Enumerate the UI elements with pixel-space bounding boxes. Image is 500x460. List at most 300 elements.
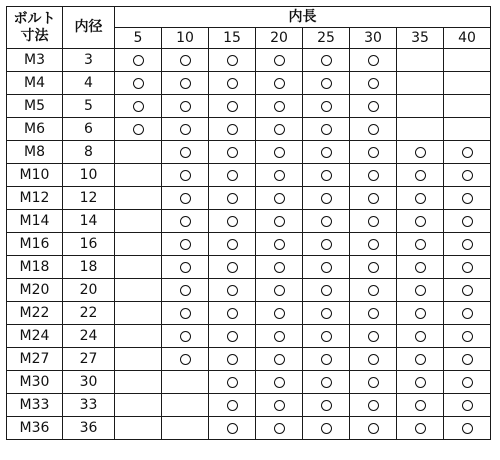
available-mark — [227, 147, 238, 158]
availability-cell — [115, 302, 162, 325]
availability-cell — [397, 256, 444, 279]
length-header-25: 25 — [303, 28, 350, 49]
bolt-size-cell: M24 — [7, 325, 63, 348]
availability-cell — [444, 49, 491, 72]
availability-cell — [209, 49, 256, 72]
available-mark — [180, 147, 191, 158]
availability-cell — [444, 371, 491, 394]
available-mark — [321, 101, 332, 112]
inner-diameter-cell: 36 — [63, 417, 115, 440]
available-mark — [274, 308, 285, 319]
bolt-size-cell: M4 — [7, 72, 63, 95]
availability-cell — [397, 394, 444, 417]
inner-diameter-cell: 33 — [63, 394, 115, 417]
availability-cell — [303, 371, 350, 394]
inner-diameter-cell: 30 — [63, 371, 115, 394]
availability-cell — [444, 256, 491, 279]
availability-cell — [115, 164, 162, 187]
available-mark — [274, 377, 285, 388]
available-mark — [227, 78, 238, 89]
availability-cell — [444, 141, 491, 164]
availability-cell — [209, 118, 256, 141]
available-mark — [274, 193, 285, 204]
available-mark — [462, 354, 473, 365]
availability-cell — [256, 302, 303, 325]
available-mark — [415, 354, 426, 365]
availability-cell — [303, 256, 350, 279]
availability-cell — [397, 371, 444, 394]
availability-cell — [115, 371, 162, 394]
availability-cell — [115, 256, 162, 279]
availability-cell — [209, 210, 256, 233]
inner-diameter-cell: 27 — [63, 348, 115, 371]
availability-cell — [162, 256, 209, 279]
table-row — [7, 417, 491, 440]
inner-diameter-cell: 8 — [63, 141, 115, 164]
length-header-40: 40 — [444, 28, 491, 49]
availability-cell — [350, 394, 397, 417]
bolt-size-cell: M5 — [7, 95, 63, 118]
availability-cell — [256, 348, 303, 371]
availability-cell — [350, 164, 397, 187]
availability-cell — [303, 302, 350, 325]
availability-cell — [444, 95, 491, 118]
availability-cell — [256, 187, 303, 210]
availability-cell — [115, 394, 162, 417]
availability-cell — [162, 187, 209, 210]
available-mark — [462, 400, 473, 411]
availability-cell — [209, 233, 256, 256]
available-mark — [462, 147, 473, 158]
available-mark — [227, 308, 238, 319]
available-mark — [321, 78, 332, 89]
availability-cell — [350, 49, 397, 72]
availability-cell — [350, 141, 397, 164]
bolt-size-cell: M30 — [7, 371, 63, 394]
available-mark — [274, 147, 285, 158]
availability-cell — [162, 233, 209, 256]
availability-cell — [115, 118, 162, 141]
bolt-size-cell: M20 — [7, 279, 63, 302]
availability-cell — [256, 233, 303, 256]
availability-cell — [397, 49, 444, 72]
available-mark — [274, 423, 285, 434]
availability-cell — [162, 49, 209, 72]
table-row — [7, 348, 491, 371]
available-mark — [368, 308, 379, 319]
availability-cell — [256, 95, 303, 118]
available-mark — [368, 354, 379, 365]
availability-cell — [303, 210, 350, 233]
available-mark — [415, 170, 426, 181]
availability-cell — [444, 187, 491, 210]
availability-cell — [162, 279, 209, 302]
length-header-5: 5 — [115, 28, 162, 49]
availability-cell — [209, 187, 256, 210]
availability-cell — [256, 394, 303, 417]
available-mark — [462, 285, 473, 296]
available-mark — [133, 78, 144, 89]
available-mark — [462, 377, 473, 388]
available-mark — [321, 239, 332, 250]
available-mark — [227, 124, 238, 135]
bolt-size-header-label: ボルト寸法 — [13, 10, 56, 44]
inner-diameter-cell: 24 — [63, 325, 115, 348]
available-mark — [462, 239, 473, 250]
available-mark — [462, 331, 473, 342]
availability-cell — [350, 210, 397, 233]
availability-cell — [256, 417, 303, 440]
available-mark — [274, 285, 285, 296]
table-row — [7, 210, 491, 233]
availability-cell — [350, 118, 397, 141]
inner-diameter-cell: 22 — [63, 302, 115, 325]
availability-cell — [397, 164, 444, 187]
available-mark — [180, 124, 191, 135]
available-mark — [274, 331, 285, 342]
bolt-size-cell: M14 — [7, 210, 63, 233]
available-mark — [321, 193, 332, 204]
availability-cell — [350, 233, 397, 256]
available-mark — [227, 193, 238, 204]
available-mark — [368, 170, 379, 181]
bolt-size-cell: M10 — [7, 164, 63, 187]
inner-diameter-cell: 18 — [63, 256, 115, 279]
length-header-10: 10 — [162, 28, 209, 49]
availability-cell — [444, 417, 491, 440]
availability-cell — [350, 187, 397, 210]
availability-cell — [209, 279, 256, 302]
table-row — [7, 141, 491, 164]
availability-cell — [162, 394, 209, 417]
available-mark — [274, 170, 285, 181]
table-row — [7, 279, 491, 302]
availability-cell — [256, 279, 303, 302]
availability-cell — [397, 233, 444, 256]
availability-cell — [397, 187, 444, 210]
available-mark — [321, 170, 332, 181]
available-mark — [274, 354, 285, 365]
availability-cell — [115, 141, 162, 164]
available-mark — [321, 124, 332, 135]
available-mark — [274, 262, 285, 273]
availability-cell — [444, 302, 491, 325]
availability-cell — [303, 233, 350, 256]
inner-diameter-cell: 10 — [63, 164, 115, 187]
bolt-size-cell: M12 — [7, 187, 63, 210]
availability-cell — [209, 72, 256, 95]
available-mark — [180, 55, 191, 66]
availability-cell — [162, 325, 209, 348]
availability-cell — [303, 325, 350, 348]
availability-cell — [256, 256, 303, 279]
availability-cell — [256, 371, 303, 394]
availability-cell — [115, 187, 162, 210]
available-mark — [368, 239, 379, 250]
availability-cell — [256, 210, 303, 233]
available-mark — [321, 308, 332, 319]
table-row — [7, 302, 491, 325]
availability-cell — [444, 210, 491, 233]
availability-cell — [209, 371, 256, 394]
availability-cell — [256, 141, 303, 164]
available-mark — [368, 78, 379, 89]
table-row — [7, 187, 491, 210]
availability-cell — [209, 302, 256, 325]
availability-cell — [256, 72, 303, 95]
available-mark — [415, 423, 426, 434]
inner-diameter-cell: 6 — [63, 118, 115, 141]
available-mark — [227, 400, 238, 411]
available-mark — [462, 262, 473, 273]
available-mark — [133, 124, 144, 135]
availability-cell — [209, 348, 256, 371]
availability-cell — [303, 348, 350, 371]
available-mark — [368, 377, 379, 388]
availability-cell — [350, 302, 397, 325]
availability-cell — [115, 95, 162, 118]
availability-cell — [350, 95, 397, 118]
available-mark — [368, 216, 379, 227]
bolt-size-cell: M16 — [7, 233, 63, 256]
availability-cell — [209, 417, 256, 440]
availability-cell — [115, 49, 162, 72]
table-row — [7, 164, 491, 187]
availability-cell — [350, 417, 397, 440]
available-mark — [274, 101, 285, 112]
available-mark — [180, 239, 191, 250]
availability-cell — [209, 325, 256, 348]
available-mark — [180, 308, 191, 319]
availability-cell — [115, 233, 162, 256]
availability-cell — [115, 325, 162, 348]
availability-cell — [397, 417, 444, 440]
available-mark — [274, 124, 285, 135]
availability-cell — [162, 95, 209, 118]
availability-cell — [162, 164, 209, 187]
available-mark — [321, 400, 332, 411]
availability-cell — [162, 417, 209, 440]
bolt-size-cell: M3 — [7, 49, 63, 72]
available-mark — [180, 262, 191, 273]
available-mark — [227, 331, 238, 342]
availability-cell — [397, 95, 444, 118]
header-row-top — [7, 7, 491, 28]
availability-cell — [162, 72, 209, 95]
available-mark — [368, 262, 379, 273]
available-mark — [462, 423, 473, 434]
available-mark — [180, 216, 191, 227]
table-body — [7, 49, 491, 440]
availability-cell — [115, 279, 162, 302]
availability-cell — [256, 164, 303, 187]
table-row — [7, 371, 491, 394]
availability-cell — [209, 95, 256, 118]
availability-cell — [115, 210, 162, 233]
availability-cell — [209, 394, 256, 417]
availability-cell — [303, 279, 350, 302]
table-row — [7, 49, 491, 72]
availability-cell — [303, 417, 350, 440]
inner-diameter-cell: 20 — [63, 279, 115, 302]
availability-cell — [162, 302, 209, 325]
bolt-size-cell: M18 — [7, 256, 63, 279]
available-mark — [274, 239, 285, 250]
available-mark — [227, 377, 238, 388]
available-mark — [274, 400, 285, 411]
availability-cell — [444, 325, 491, 348]
available-mark — [462, 216, 473, 227]
available-mark — [415, 308, 426, 319]
available-mark — [415, 147, 426, 158]
available-mark — [368, 331, 379, 342]
available-mark — [415, 377, 426, 388]
availability-cell — [209, 141, 256, 164]
available-mark — [368, 193, 379, 204]
available-mark — [368, 55, 379, 66]
available-mark — [321, 262, 332, 273]
bolt-size-cell: M6 — [7, 118, 63, 141]
inner-diameter-header: 内径 — [63, 7, 115, 49]
bolt-size-cell: M36 — [7, 417, 63, 440]
availability-cell — [303, 394, 350, 417]
bolt-size-cell: M33 — [7, 394, 63, 417]
availability-cell — [444, 118, 491, 141]
available-mark — [133, 55, 144, 66]
availability-cell — [350, 348, 397, 371]
availability-cell — [444, 279, 491, 302]
availability-cell — [444, 72, 491, 95]
available-mark — [227, 285, 238, 296]
inner-diameter-cell: 4 — [63, 72, 115, 95]
available-mark — [180, 354, 191, 365]
availability-cell — [444, 394, 491, 417]
table-row — [7, 394, 491, 417]
available-mark — [368, 423, 379, 434]
available-mark — [227, 170, 238, 181]
available-mark — [415, 285, 426, 296]
bolt-size-header — [7, 7, 63, 49]
available-mark — [227, 239, 238, 250]
table-row — [7, 72, 491, 95]
inner-diameter-cell: 12 — [63, 187, 115, 210]
availability-cell — [397, 302, 444, 325]
available-mark — [462, 193, 473, 204]
available-mark — [180, 193, 191, 204]
availability-cell — [209, 164, 256, 187]
available-mark — [321, 285, 332, 296]
available-mark — [368, 285, 379, 296]
availability-cell — [397, 348, 444, 371]
availability-cell — [397, 325, 444, 348]
bolt-size-cell: M27 — [7, 348, 63, 371]
inner-diameter-cell: 5 — [63, 95, 115, 118]
available-mark — [415, 262, 426, 273]
availability-cell — [350, 325, 397, 348]
availability-cell — [444, 348, 491, 371]
available-mark — [227, 423, 238, 434]
available-mark — [415, 216, 426, 227]
availability-cell — [397, 279, 444, 302]
availability-cell — [303, 118, 350, 141]
table-row — [7, 233, 491, 256]
inner-diameter-cell: 3 — [63, 49, 115, 72]
available-mark — [415, 331, 426, 342]
length-header-15: 15 — [209, 28, 256, 49]
availability-cell — [303, 187, 350, 210]
availability-cell — [256, 325, 303, 348]
availability-cell — [350, 371, 397, 394]
bolt-size-cell: M22 — [7, 302, 63, 325]
available-mark — [321, 331, 332, 342]
availability-cell — [115, 348, 162, 371]
available-mark — [274, 78, 285, 89]
availability-cell — [256, 118, 303, 141]
availability-cell — [162, 371, 209, 394]
availability-cell — [303, 141, 350, 164]
size-availability-table — [6, 6, 491, 440]
availability-cell — [162, 118, 209, 141]
available-mark — [180, 101, 191, 112]
availability-cell — [303, 49, 350, 72]
available-mark — [368, 400, 379, 411]
availability-cell — [256, 49, 303, 72]
inner-diameter-cell: 14 — [63, 210, 115, 233]
availability-cell — [350, 72, 397, 95]
available-mark — [180, 170, 191, 181]
available-mark — [133, 101, 144, 112]
availability-cell — [162, 141, 209, 164]
availability-cell — [162, 348, 209, 371]
available-mark — [227, 55, 238, 66]
available-mark — [415, 193, 426, 204]
available-mark — [180, 285, 191, 296]
availability-cell — [444, 233, 491, 256]
inner-diameter-cell: 16 — [63, 233, 115, 256]
available-mark — [227, 216, 238, 227]
bolt-size-cell: M8 — [7, 141, 63, 164]
available-mark — [321, 216, 332, 227]
length-header-35: 35 — [397, 28, 444, 49]
available-mark — [321, 147, 332, 158]
available-mark — [180, 78, 191, 89]
available-mark — [368, 147, 379, 158]
length-header-20: 20 — [256, 28, 303, 49]
available-mark — [321, 55, 332, 66]
table-row — [7, 256, 491, 279]
available-mark — [415, 400, 426, 411]
available-mark — [180, 331, 191, 342]
availability-cell — [444, 164, 491, 187]
length-header-30: 30 — [350, 28, 397, 49]
availability-cell — [397, 118, 444, 141]
availability-cell — [115, 72, 162, 95]
available-mark — [321, 354, 332, 365]
table-row — [7, 118, 491, 141]
availability-cell — [209, 256, 256, 279]
inner-length-header: 内長 — [115, 7, 491, 28]
available-mark — [321, 423, 332, 434]
available-mark — [368, 124, 379, 135]
table-row — [7, 95, 491, 118]
availability-cell — [303, 72, 350, 95]
availability-cell — [397, 210, 444, 233]
available-mark — [415, 239, 426, 250]
availability-cell — [350, 256, 397, 279]
available-mark — [227, 354, 238, 365]
available-mark — [462, 308, 473, 319]
table-row — [7, 325, 491, 348]
